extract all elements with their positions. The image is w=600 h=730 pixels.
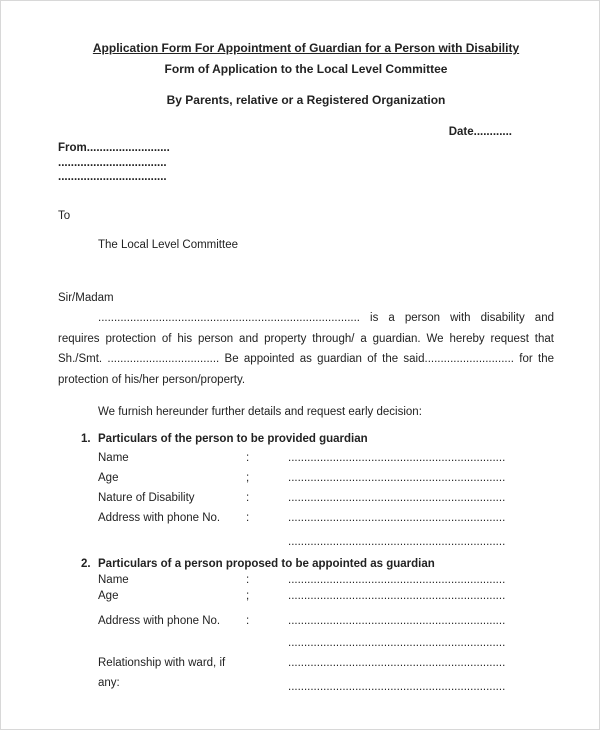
field-separator: : [246,512,250,524]
field-label [98,633,246,653]
section-number: 2. [81,558,91,570]
field-dotted-line: .................................................................... [288,637,506,649]
field-separator [246,677,288,697]
furnish-line: We furnish hereunder further details and request early decision: [98,406,422,418]
field-label: Nature of Disability [98,492,195,504]
to-recipient: The Local Level Committee [98,238,238,251]
field-dotted-line: .................................................................... [288,472,506,484]
form-field-row [98,468,554,488]
section-person-proposed-as-guardian [81,556,554,697]
field-dotted-line: .................................................................... [288,615,506,627]
field-label [98,677,246,697]
field-dotted-line: .................................................................... [288,452,506,464]
section-person-to-be-provided-guardian [81,431,554,552]
field-label: Age [98,472,119,484]
field-label: Name [98,452,129,464]
field-separator: ; [246,589,250,602]
field-dotted-line: .................................................................... [288,574,506,586]
field-separator: : [246,492,250,504]
from-label: From.......................... [58,142,170,154]
section-heading-text: Particulars of the person to be provided guardian [98,433,368,445]
form-field-row [98,532,554,552]
field-separator: : [246,452,250,464]
form-field-row [98,508,554,528]
form-subtitle: Form of Application to the Local Level Committee [164,62,448,76]
section-heading [81,556,554,573]
field-dotted-line: .................................................................... [288,589,506,602]
field-separator: ; [246,472,250,484]
field-separator [246,633,288,653]
to-label: To [58,209,71,222]
section-heading [81,431,554,448]
form-field-row [98,448,554,468]
date-field: Date............ [448,126,512,138]
field-separator: : [246,615,250,627]
field-label: Address with phone No. [98,512,221,524]
section-heading-text: Particulars of a person proposed to be appointed as guardian [98,558,435,570]
from-dotted-line: .................................. [58,156,167,169]
field-label: Age [98,589,119,602]
field-dotted-line: .................................................................... [288,512,506,524]
field-separator [246,532,288,552]
form-field-row [98,488,554,508]
form-field-row [98,653,554,689]
form-field-row [98,677,554,697]
field-label: Relationship with ward, if any: [98,657,226,689]
field-label: Address with phone No. [98,615,221,627]
field-label: Name [98,574,129,586]
from-dotted-line: .................................. [58,171,167,183]
form-field-row [98,633,554,653]
form-title: Application Form For Appointment of Guardian for a Person with Disability [92,41,520,55]
field-dotted-line: .................................................................... [288,681,506,693]
field-dotted-line: .................................................................... [288,492,506,504]
field-dotted-line: .................................................................... [288,657,506,669]
form-field-row [98,573,554,589]
form-field-row [98,589,554,605]
section-number: 1. [81,433,91,445]
section-rows [98,573,554,697]
section-rows [98,448,554,552]
field-dotted-line: .................................................................... [288,536,506,548]
field-label [98,532,246,552]
form-field-row [98,611,554,631]
form-byline: By Parents, relative or a Registered Organization [166,93,446,107]
field-separator: : [246,574,250,586]
from-block [58,141,554,185]
request-paragraph: .................................................................................. is a person with disability and requires protection of his person and property through/ a guardian. We hereby request that Sh./Smt. ................................... Be appointed as guardian of the said............................ for the protection of his/her person/property. [58,312,554,386]
salutation: Sir/Madam [58,291,114,304]
